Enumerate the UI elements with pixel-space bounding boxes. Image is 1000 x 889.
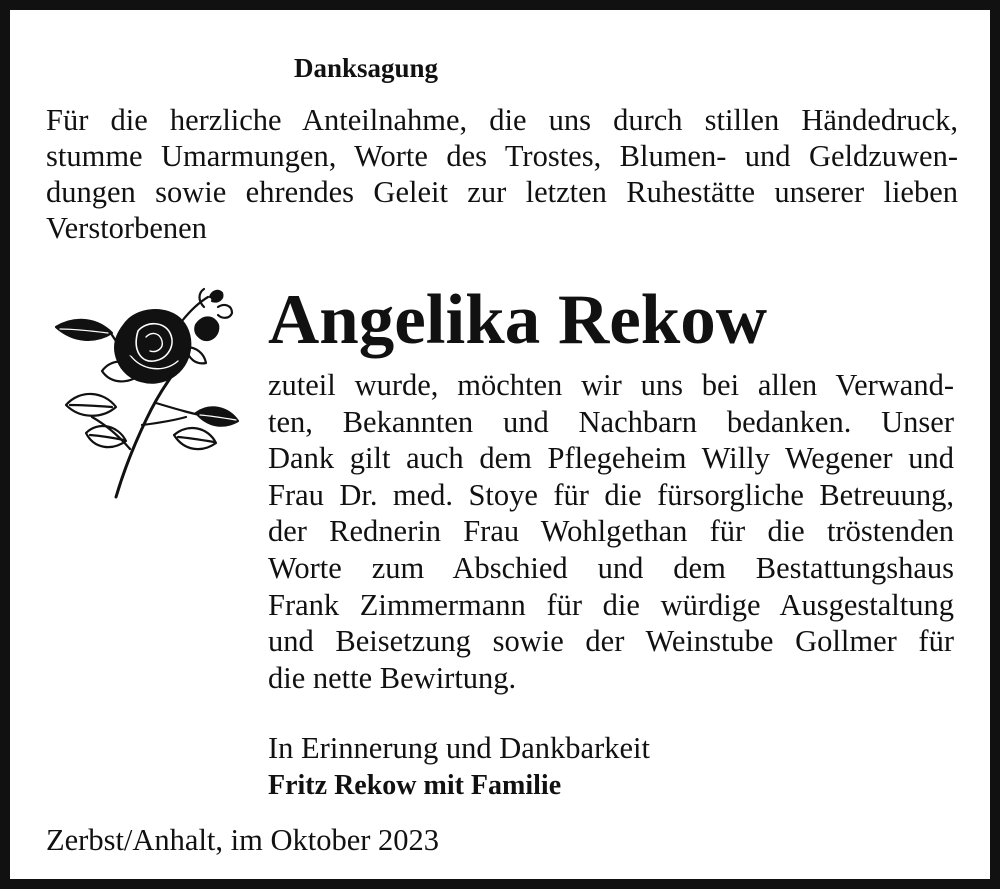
rose-icon (46, 285, 241, 500)
notice-heading: Danksagung (293, 53, 439, 83)
intro-line: Verstorbenen (46, 211, 207, 245)
body-line: ten, Bekannten und Nachbarn bedanken. Unser (268, 404, 954, 439)
body-line: Dank gilt auch dem Pflegeheim Willy Wegener und (268, 441, 954, 476)
intro-paragraph (46, 102, 958, 246)
closing-line: In Erinnerung und Dankbarkeit (268, 731, 650, 765)
body-line: Frank Zimmermann für die würdige Ausgestaltung (268, 587, 954, 622)
body-line: die nette Bewirtung. (268, 660, 517, 695)
intro-line: dungen sowie ehrendes Geleit zur letzten Ruhestätte unserer lieben (46, 175, 958, 209)
intro-line: stumme Umarmungen, Worte des Trostes, Blumen- und Geldzuwen- (46, 139, 958, 173)
body-line: und Beisetzung sowie der Weinstube Gollmer für (268, 624, 954, 659)
body-paragraph (268, 367, 954, 696)
deceased-name: Angelika Rekow (268, 281, 768, 359)
signature: Fritz Rekow mit Familie (268, 770, 562, 801)
body-line: Worte zum Abschied und dem Bestattungshaus (268, 550, 954, 585)
intro-line: Für die herzliche Anteilnahme, die uns durch stillen Händedruck, (46, 103, 958, 137)
body-line: Frau Dr. med. Stoye für die fürsorgliche Betreuung, (268, 477, 954, 512)
body-line: zuteil wurde, möchten wir uns bei allen Verwand- (268, 368, 954, 402)
place-date: Zerbst/Anhalt, im Oktober 2023 (46, 823, 440, 857)
body-line: der Rednerin Frau Wohlgethan für die tröstenden (268, 514, 954, 549)
